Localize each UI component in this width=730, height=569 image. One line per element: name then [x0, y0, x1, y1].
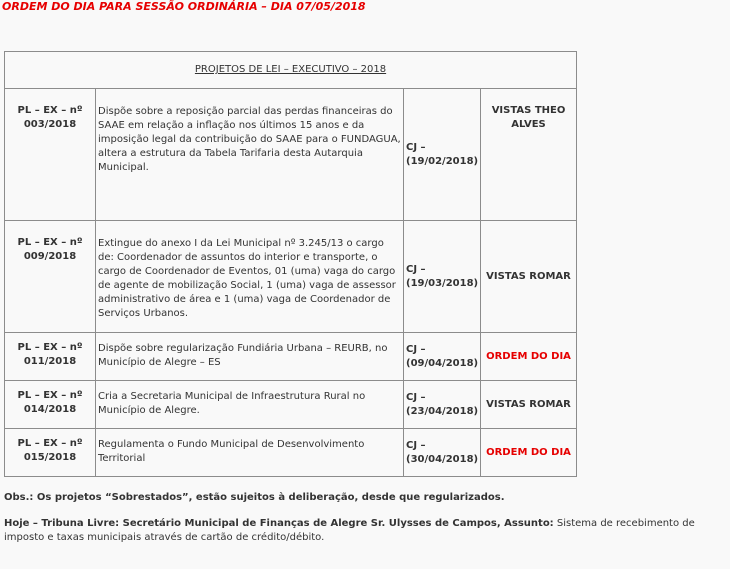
- project-status: VISTAS ROMAR: [481, 221, 577, 333]
- project-number: PL – EX – nº 003/2018: [5, 89, 96, 221]
- project-number: PL – EX – nº 014/2018: [5, 381, 96, 429]
- observation-note: [4, 491, 726, 505]
- project-description: Cria a Secretaria Municipal de Infraestrutura Rural no Município de Alegre.: [96, 381, 404, 429]
- today-label: Hoje – Tribuna Livre: Secretário Municipal de Finanças de Alegre Sr. Ulysses de Campos, Assunto:: [4, 518, 554, 529]
- cj-date: CJ – (30/04/2018): [404, 429, 481, 477]
- table-row: [5, 381, 577, 429]
- project-number: PL – EX – nº 011/2018: [5, 333, 96, 381]
- cj-date: CJ – (19/03/2018): [404, 221, 481, 333]
- project-description: Extingue do anexo I da Lei Municipal nº 3.245/13 o cargo de: Coordenador de assuntos do interior e transporte, o cargo de Coordenador de Eventos, 01 (uma) vaga do cargo de agente de mobilização Social, 1 (uma) vaga de assessor administrativo de área e 1 (uma) vaga de Coordenador de Serviços Urbanos.: [96, 221, 404, 333]
- table-row: [5, 221, 577, 333]
- today-subject: Sistema de recebimento de imposto e taxas municipais através de cartão de crédito/débito.: [4, 518, 695, 543]
- table-header: [5, 52, 577, 89]
- table-row: [5, 333, 577, 381]
- projects-table: [4, 51, 577, 477]
- table-row: [5, 89, 577, 221]
- project-number: PL – EX – nº 015/2018: [5, 429, 96, 477]
- table-header-text: PROJETOS DE LEI – EXECUTIVO – 2018: [194, 64, 387, 75]
- table-header-row: [5, 52, 577, 89]
- project-status: VISTAS THEO ALVES: [481, 89, 577, 221]
- today-tribune-note: [4, 517, 726, 545]
- project-status: ORDEM DO DIA: [481, 333, 577, 381]
- cj-date: CJ – (19/02/2018): [404, 89, 481, 221]
- observation-text: Obs.: Os projetos “Sobrestados”, estão sujeitos à deliberação, desde que regularizados.: [4, 492, 505, 503]
- table-row: [5, 429, 577, 477]
- project-status: ORDEM DO DIA: [481, 429, 577, 477]
- page-title: ORDEM DO DIA PARA SESSÃO ORDINÁRIA – DIA 07/05/2018: [2, 0, 366, 13]
- project-status: VISTAS ROMAR: [481, 381, 577, 429]
- project-number: PL – EX – nº 009/2018: [5, 221, 96, 333]
- project-description: Dispõe sobre regularização Fundiária Urbana – REURB, no Município de Alegre – ES: [96, 333, 404, 381]
- project-description: Dispõe sobre a reposição parcial das perdas financeiras do SAAE em relação a inflação nos últimos 15 anos e da imposição legal da contribuição do SAAE para o FUNDAGUA, altera a estrutura da Tabela Tarifaria desta Autarquia Municipal.: [96, 89, 404, 221]
- project-description: Regulamenta o Fundo Municipal de Desenvolvimento Territorial: [96, 429, 404, 477]
- cj-date: CJ – (09/04/2018): [404, 333, 481, 381]
- cj-date: CJ – (23/04/2018): [404, 381, 481, 429]
